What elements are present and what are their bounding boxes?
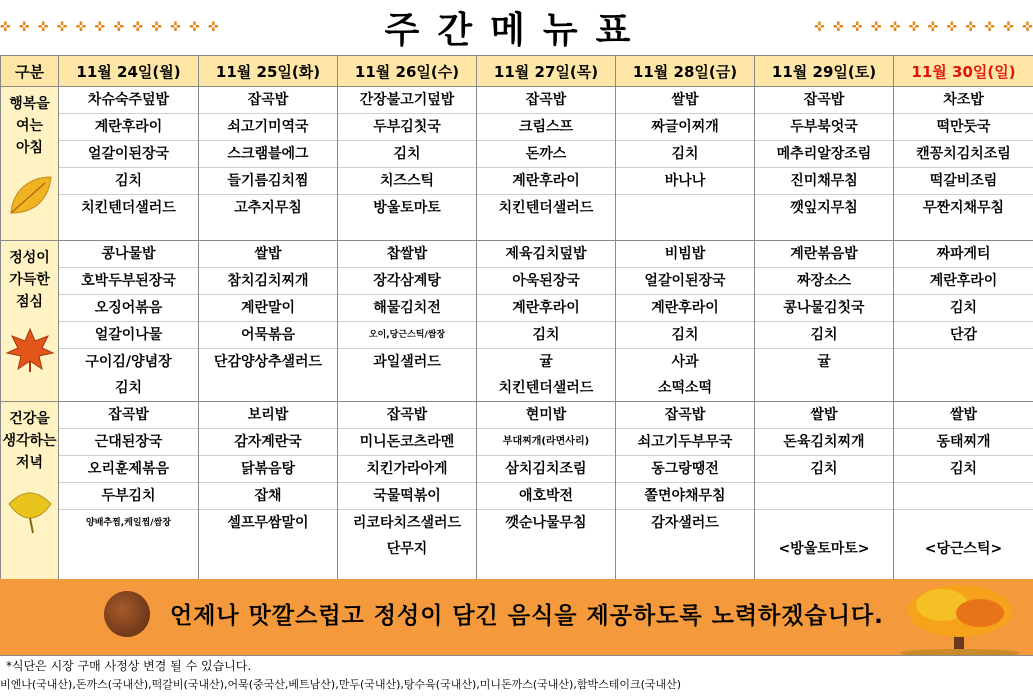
- dragonfly-icon: ✜: [75, 20, 87, 35]
- menu-item: 찹쌀밥: [338, 241, 476, 268]
- menu-item: 치킨텐더샐러드: [498, 200, 594, 216]
- menu-cell: [477, 241, 616, 402]
- menu-item: 콩나물밥: [59, 241, 198, 268]
- menu-item: 잡곡밥: [616, 402, 754, 429]
- menu-item: 방울토마토: [373, 200, 441, 216]
- menu-item: [755, 483, 893, 510]
- menu-item: 귤: [817, 354, 831, 370]
- menu-item: 김치: [894, 295, 1033, 322]
- dragonfly-icon: ✜: [851, 20, 863, 35]
- autumn-tree-icon: [892, 583, 1028, 655]
- menu-cell: [199, 87, 338, 241]
- menu-item: 미니돈코츠라멘: [338, 429, 476, 456]
- banner-text: 언제나 맛깔스럽고 정성이 담긴 음식을 제공하도록 노력하겠습니다.: [170, 603, 884, 629]
- menu-cell: [755, 87, 894, 241]
- menu-item: 국물떡볶이: [338, 483, 476, 510]
- meal-category-cell: [1, 87, 59, 241]
- menu-cell: [199, 402, 338, 582]
- menu-item: 무짠지채무침: [922, 200, 1005, 216]
- day-header: 11월 24일(월): [59, 56, 199, 87]
- maple-leaf-icon: [5, 327, 55, 373]
- menu-item: 계란후라이: [616, 295, 754, 322]
- chestnut-icon: [104, 591, 150, 637]
- menu-item: 스크램블에그: [199, 141, 337, 168]
- menu-item: 콩나물김칫국: [755, 295, 893, 322]
- menu-item: 계란볶음밥: [755, 241, 893, 268]
- dragonfly-icon: ✜: [908, 20, 920, 35]
- menu-cell: [59, 402, 199, 582]
- menu-item: [894, 510, 1033, 536]
- menu-item: 김치: [59, 168, 198, 195]
- menu-cell: [894, 402, 1033, 582]
- menu-item: 오이,당근스틱/쌈장: [338, 322, 476, 349]
- menu-item: 제육김치덮밥: [477, 241, 615, 268]
- menu-item: 잡곡밥: [477, 87, 615, 114]
- menu-cell: [616, 241, 755, 402]
- menu-cell: [338, 402, 477, 582]
- day-header: 11월 25일(화): [199, 56, 338, 87]
- menu-item: 장각삼계탕: [338, 268, 476, 295]
- menu-item: <당근스틱>: [924, 541, 1003, 557]
- menu-item: 떡갈비조림: [894, 168, 1033, 195]
- dragonfly-icon: ✜: [965, 20, 977, 35]
- menu-item: 삼치김치조림: [477, 456, 615, 483]
- dragonfly-icon: ✜: [870, 20, 882, 35]
- menu-item: 진미채무침: [755, 168, 893, 195]
- menu-item: 아욱된장국: [477, 268, 615, 295]
- dragonfly-icon: ✜: [814, 20, 826, 35]
- dragonfly-icon: ✜: [984, 20, 996, 35]
- menu-item: 돈까스: [477, 141, 615, 168]
- menu-item: 귤: [539, 354, 553, 370]
- menu-item: 깻잎지무침: [790, 200, 858, 216]
- menu-item: 두부북엇국: [755, 114, 893, 141]
- menu-item: 계란후라이: [477, 168, 615, 195]
- menu-cell: [755, 402, 894, 582]
- menu-item: 김치: [755, 322, 893, 349]
- menu-cell: [477, 402, 616, 582]
- menu-item: 감자계란국: [199, 429, 337, 456]
- ginkgo-leaf-icon: [5, 488, 55, 534]
- menu-item: 애호박전: [477, 483, 615, 510]
- menu-item: 구이김/양념장: [85, 354, 172, 370]
- meal-body: [1, 87, 1033, 582]
- dragonfly-icon: ✜: [113, 20, 125, 35]
- menu-cell: [338, 241, 477, 402]
- menu-item: 쇠고기미역국: [199, 114, 337, 141]
- menu-item: 단감: [894, 322, 1033, 349]
- menu-item: 잡채: [199, 483, 337, 510]
- menu-item: 잡곡밥: [755, 87, 893, 114]
- menu-item: 계란후라이: [894, 268, 1033, 295]
- menu-item: 소떡소떡: [657, 380, 713, 396]
- menu-item: 두부김칫국: [338, 114, 476, 141]
- menu-item: 간장불고기덮밥: [338, 87, 476, 114]
- day-header: 11월 28일(금): [616, 56, 755, 87]
- origin-info: 비엔나(국내산),돈까스(국내산),떡갈비(국내산),어묵(중국산,베트남산),만두(국내산),탕수육(국내산),미니돈까스(국내산),함박스테이크(국내산): [0, 678, 682, 691]
- meal-category-cell: [1, 402, 59, 582]
- dragonfly-icon: ✜: [889, 20, 901, 35]
- menu-item: 동태찌개: [894, 429, 1033, 456]
- dragonfly-icon: ✜: [0, 20, 11, 35]
- meal-row: [1, 402, 1033, 582]
- menu-item: 호박두부된장국: [59, 268, 198, 295]
- header-row: [1, 56, 1033, 87]
- dragonfly-icon: ✜: [132, 20, 144, 35]
- menu-item: 오리훈제볶음: [59, 456, 198, 483]
- menu-item: 치킨텐더샐러드: [81, 200, 176, 216]
- menu-cell: [755, 241, 894, 402]
- menu-item: 두부김치: [59, 483, 198, 510]
- menu-item: 부대찌개(라면사리): [477, 429, 615, 456]
- menu-cell: [59, 241, 199, 402]
- menu-item: 얼갈이나물: [59, 322, 198, 349]
- dragonfly-icon: ✜: [37, 20, 49, 35]
- menu-item: 비빔밥: [616, 241, 754, 268]
- menu-cell: [477, 87, 616, 241]
- menu-item: 크림스프: [477, 114, 615, 141]
- menu-item: 치킨텐더샐러드: [498, 380, 594, 396]
- menu-cell: [338, 87, 477, 241]
- menu-cell: [894, 87, 1033, 241]
- menu-item: 차슈숙주덮밥: [59, 87, 198, 114]
- meal-category-label: 정성이 가득한 점심: [9, 250, 50, 310]
- day-header: 11월 27일(목): [477, 56, 616, 87]
- dragonfly-icon: ✜: [151, 20, 163, 35]
- menu-item: 쌀밥: [199, 241, 337, 268]
- menu-item: 단무지: [386, 541, 428, 557]
- menu-cell: [616, 402, 755, 582]
- menu-item: 김치: [755, 456, 893, 483]
- menu-item: 양배추찜,케일찜/쌈장: [86, 518, 171, 528]
- menu-item: 돈육김치찌개: [755, 429, 893, 456]
- dragonfly-icon: ✜: [18, 20, 30, 35]
- meal-category-label: 건강을 생각하는 저녁: [2, 411, 57, 471]
- menu-item: [894, 483, 1033, 510]
- dragonfly-icon: ✜: [56, 20, 68, 35]
- menu-item: 김치: [894, 456, 1033, 483]
- menu-cell: [616, 87, 755, 241]
- weekly-menu-table: [0, 55, 1033, 582]
- menu-item: 바나나: [616, 168, 754, 195]
- menu-item: 쌀밥: [894, 402, 1033, 429]
- menu-item: 보리밥: [199, 402, 337, 429]
- day-header: 11월 26일(수): [338, 56, 477, 87]
- banner: [0, 579, 1033, 656]
- day-header: 11월 30일(일): [894, 56, 1033, 87]
- menu-item: 차조밥: [894, 87, 1033, 114]
- menu-item: 어묵볶음: [199, 322, 337, 349]
- menu-item: 치킨가라아게: [338, 456, 476, 483]
- yellow-leaf-icon: [5, 173, 55, 219]
- menu-item: [755, 510, 893, 536]
- menu-item: 쇠고기두부무국: [616, 429, 754, 456]
- day-header: 11월 29일(토): [755, 56, 894, 87]
- page-title: 주간메뉴표: [384, 10, 649, 51]
- right-dragonfly-decor: [814, 20, 1033, 35]
- menu-item: 잡곡밥: [59, 402, 198, 429]
- menu-item: 계란후라이: [59, 114, 198, 141]
- menu-cell: [894, 241, 1033, 402]
- meal-row: [1, 87, 1033, 241]
- menu-item: 김치: [616, 322, 754, 349]
- title-bar: [0, 0, 1033, 55]
- menu-item: 잡곡밥: [338, 402, 476, 429]
- menu-item: 치즈스틱: [338, 168, 476, 195]
- menu-item: 계란말이: [199, 295, 337, 322]
- menu-item: 리코타치즈샐러드: [352, 515, 462, 531]
- menu-item: 짜장소스: [755, 268, 893, 295]
- menu-item: 짜글이찌개: [616, 114, 754, 141]
- menu-item: <방울토마토>: [778, 541, 870, 557]
- meal-category-cell: [1, 241, 59, 402]
- menu-item: 현미밥: [477, 402, 615, 429]
- dragonfly-icon: ✜: [927, 20, 939, 35]
- menu-item: 셀프무쌈말이: [227, 515, 309, 531]
- menu-item: 얼갈이된장국: [59, 141, 198, 168]
- dragonfly-icon: ✜: [94, 20, 106, 35]
- menu-item: 들기름김치찜: [199, 168, 337, 195]
- menu-item: 캔꽁치김치조림: [894, 141, 1033, 168]
- menu-item: 근대된장국: [59, 429, 198, 456]
- dragonfly-icon: ✜: [1022, 20, 1033, 35]
- menu-item: 쫄면야채무침: [616, 483, 754, 510]
- menu-item: 김치: [616, 141, 754, 168]
- menu-item: 동그랑땡전: [616, 456, 754, 483]
- menu-item: 과일샐러드: [373, 354, 441, 370]
- menu-cell: [199, 241, 338, 402]
- menu-change-note: *식단은 시장 구매 사정상 변경 될 수 있습니다.: [6, 659, 252, 673]
- menu-item: 김치: [114, 380, 143, 396]
- dragonfly-icon: ✜: [170, 20, 182, 35]
- meal-row: [1, 241, 1033, 402]
- menu-item: 고추지무침: [234, 200, 302, 216]
- dragonfly-icon: ✜: [189, 20, 200, 35]
- menu-item: 해물김치전: [338, 295, 476, 322]
- menu-item: 감자샐러드: [651, 515, 719, 531]
- menu-item: 깻순나물무침: [505, 515, 587, 531]
- category-header: 구분: [1, 56, 59, 87]
- menu-item: 잡곡밥: [199, 87, 337, 114]
- dragonfly-icon: ✜: [946, 20, 958, 35]
- menu-item: 메추리알장조림: [755, 141, 893, 168]
- menu-item: 쌀밥: [755, 402, 893, 429]
- menu-item: 김치: [477, 322, 615, 349]
- menu-cell: [59, 87, 199, 241]
- left-dragonfly-decor: [0, 20, 219, 35]
- menu-item: 얼갈이된장국: [616, 268, 754, 295]
- menu-item: 계란후라이: [477, 295, 615, 322]
- menu-item: 사과: [671, 354, 699, 370]
- dragonfly-icon: ✜: [833, 20, 844, 35]
- menu-item: 떡만둣국: [894, 114, 1033, 141]
- menu-item: 김치: [338, 141, 476, 168]
- menu-item: 단감양상추샐러드: [213, 354, 323, 370]
- menu-item: 참치김치찌개: [199, 268, 337, 295]
- dragonfly-icon: ✜: [1003, 20, 1015, 35]
- meal-category-label: 행복을 여는 아침: [9, 96, 50, 156]
- menu-item: 쌀밥: [616, 87, 754, 114]
- menu-item: 오징어볶음: [59, 295, 198, 322]
- menu-item: 닭볶음탕: [199, 456, 337, 483]
- dragonfly-icon: ✜: [207, 20, 219, 35]
- menu-item: 짜파게티: [894, 241, 1033, 268]
